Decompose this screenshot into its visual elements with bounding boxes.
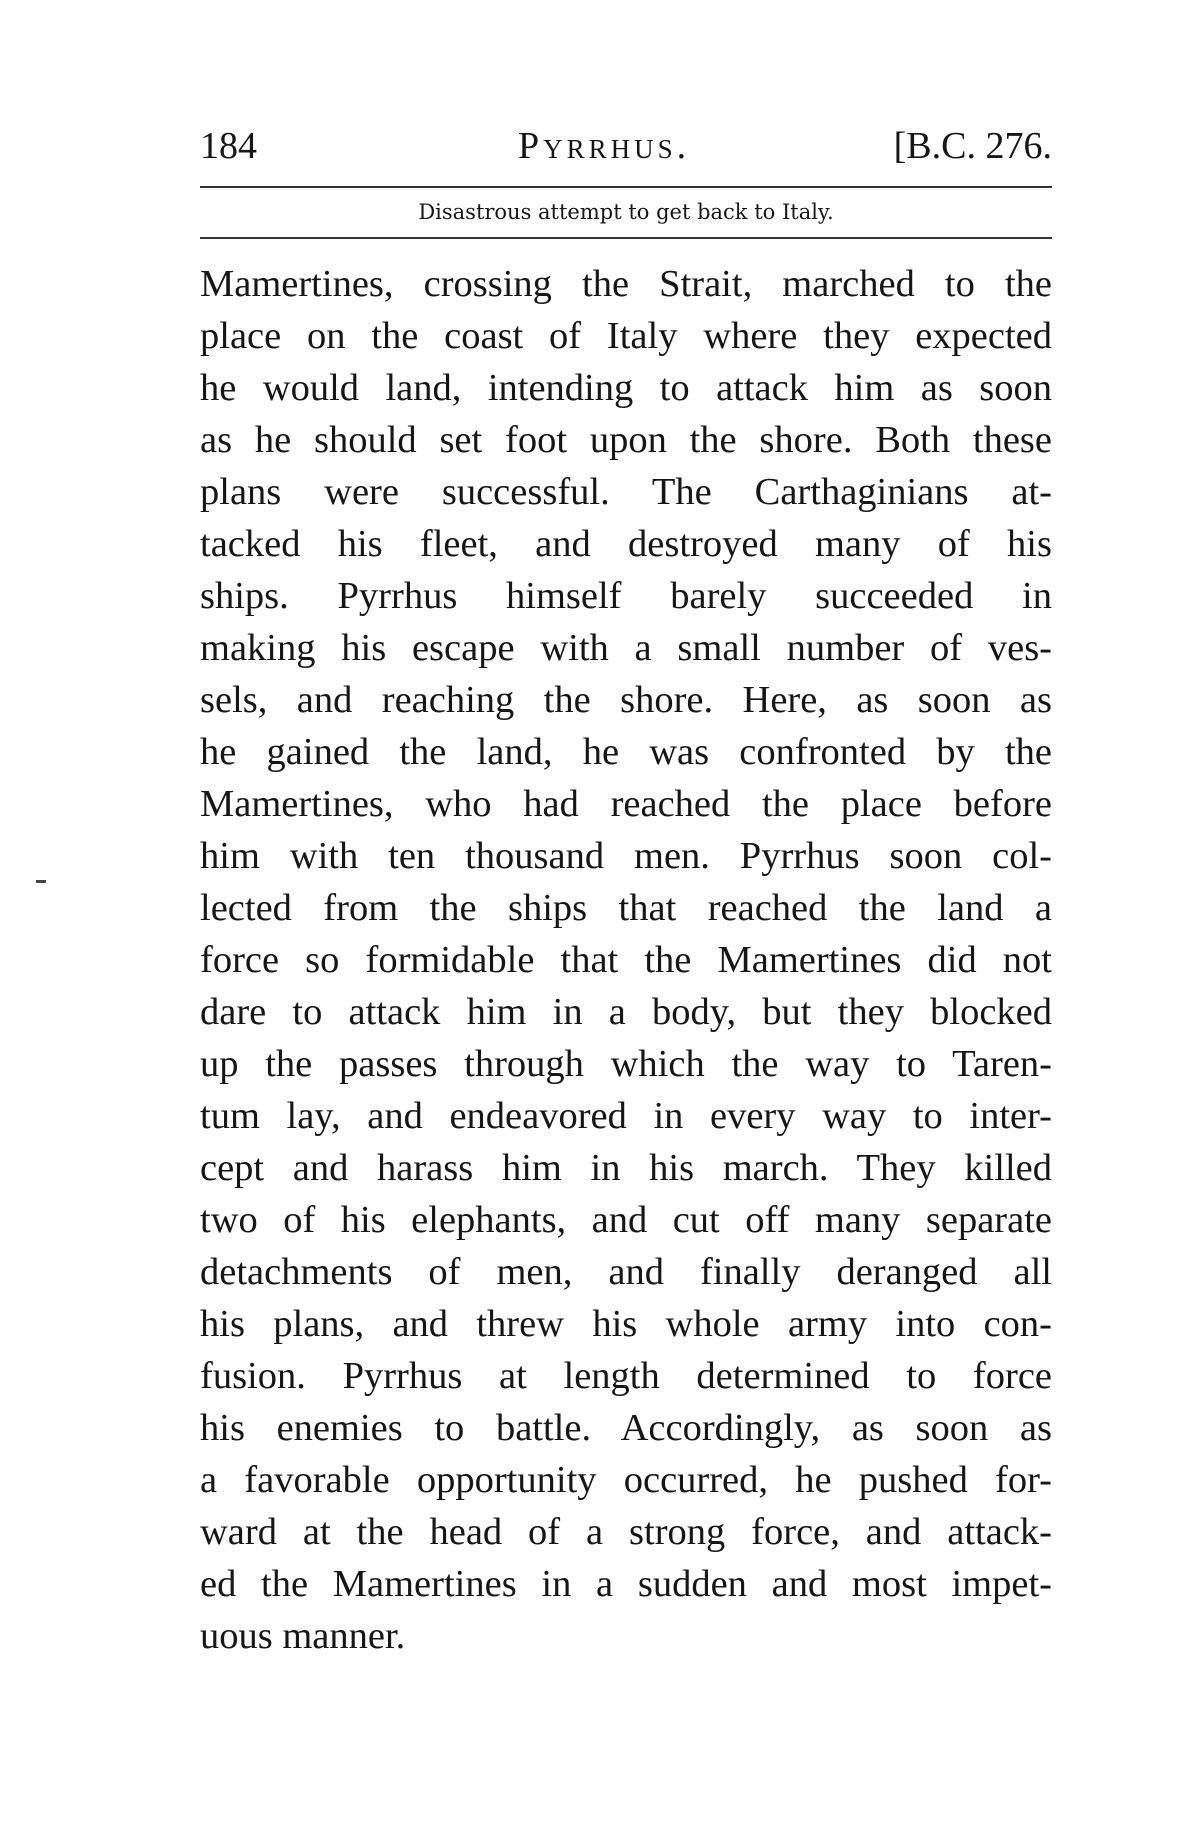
text-line: he gained the land, he was confronted by the: [200, 731, 1052, 773]
text-line: plans were successful. The Carthaginians at-: [200, 471, 1052, 513]
page-header: [200, 118, 1052, 174]
text-line: lected from the ships that reached the land a: [200, 887, 1052, 929]
text-line: tacked his fleet, and destroyed many of his: [200, 523, 1052, 565]
body-text: [200, 258, 1052, 1662]
margin-mark: [36, 880, 46, 883]
text-line: two of his elephants, and cut off many separate: [200, 1199, 1052, 1241]
text-line: sels, and reaching the shore. Here, as soon as: [200, 679, 1052, 721]
text-line: cept and harass him in his march. They killed: [200, 1147, 1052, 1189]
text-line: Mamertines, crossing the Strait, marched to the: [200, 263, 1052, 305]
text-line: uous manner.: [200, 1615, 406, 1657]
date-reference: [B.C. 276.: [893, 125, 1052, 167]
text-line: up the passes through which the way to Taren-: [200, 1043, 1052, 1085]
text-line: dare to attack him in a body, but they blocked: [200, 991, 1052, 1033]
text-line: tum lay, and endeavored in every way to inter-: [200, 1095, 1052, 1137]
header-rule-bottom: [200, 237, 1052, 239]
text-line: ward at the head of a strong force, and attack-: [200, 1511, 1052, 1553]
text-line: making his escape with a small number of ves-: [200, 627, 1052, 669]
text-line: his enemies to battle. Accordingly, as soon as: [200, 1407, 1052, 1449]
page-number: 184: [200, 125, 257, 167]
text-line: Mamertines, who had reached the place before: [200, 783, 1052, 825]
text-line: a favorable opportunity occurred, he pushed for-: [200, 1459, 1052, 1501]
text-line: fusion. Pyrrhus at length determined to force: [200, 1355, 1052, 1397]
text-line: force so formidable that the Mamertines did not: [200, 939, 1052, 981]
header-rule-top: [200, 186, 1052, 188]
running-title: Pyrrhus.: [518, 125, 691, 167]
text-line: ships. Pyrrhus himself barely succeeded in: [200, 575, 1052, 617]
text-line: he would land, intending to attack him as soon: [200, 367, 1052, 409]
text-line: detachments of men, and finally deranged all: [200, 1251, 1052, 1293]
text-line: as he should set foot upon the shore. Both these: [200, 419, 1052, 461]
text-line: his plans, and threw his whole army into con-: [200, 1303, 1052, 1345]
text-line: him with ten thousand men. Pyrrhus soon col-: [200, 835, 1052, 877]
text-line: place on the coast of Italy where they expected: [200, 315, 1052, 357]
text-line: ed the Mamertines in a sudden and most impet-: [200, 1563, 1052, 1605]
section-heading: Disastrous attempt to get back to Italy.: [418, 200, 834, 224]
